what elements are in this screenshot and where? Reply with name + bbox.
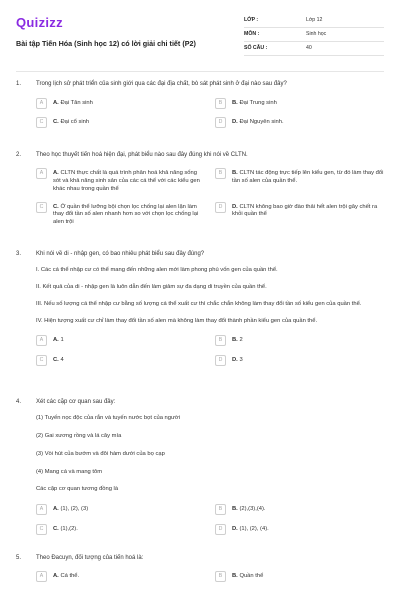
statement: I. Các cá thể nhập cư có thể mang đến những alen mới làm phong phú vốn gen của quần thể. (36, 267, 278, 274)
option-key: A. (53, 100, 59, 107)
option-key: A. (53, 170, 59, 177)
question-1 (16, 80, 384, 128)
meta-key-count: SỐ CÂU : (244, 42, 298, 56)
meta-value-count: 40 (298, 42, 384, 56)
option-letter-box: D (215, 117, 226, 128)
option-text: Đại Tân sinh (60, 100, 93, 107)
option-a[interactable] (36, 504, 205, 515)
meta-value-class: Lớp 12 (298, 14, 384, 28)
brand-block (16, 14, 196, 71)
option-key: C. (53, 203, 59, 210)
option-letter-box: D (215, 524, 226, 535)
option-key: C. (53, 119, 59, 126)
quizizz-logo: Quizizz (16, 15, 63, 30)
option-key: A. (53, 337, 59, 344)
option-key: D. (232, 357, 238, 364)
option-text: Ở quần thể lưỡng bội chọn lọc chống lại alen lặn làm thay đổi tần số alen nhanh hơn so với chọn lọc chống lại alen trội (53, 203, 199, 226)
option-key: B. (232, 170, 238, 177)
option-letter-box: B (215, 571, 226, 582)
option-key: A. (53, 506, 59, 513)
option-a[interactable] (36, 571, 205, 582)
option-text: CLTN thực chất là quá trình phân hoá khả năng sống sót và khả năng sinh sản của các cá thể với các kiểu gen khác nhau trong quần thể (53, 170, 200, 192)
option-letter-box: B (215, 504, 226, 515)
option-text: 2 (239, 337, 243, 344)
option-letter-box: C (36, 355, 47, 366)
option-text: Đại cổ sinh (60, 119, 90, 126)
option-letter-box: D (215, 202, 226, 213)
statement: (1) Tuyến nọc độc của rắn và tuyến nước bọt của người (36, 415, 180, 422)
option-letter-box: A (36, 335, 47, 346)
options-grid (36, 571, 384, 582)
option-key: B. (232, 573, 238, 580)
options-grid (36, 335, 384, 366)
option-text: (2),(3),(4). (239, 506, 266, 513)
question-number: 3. (16, 251, 22, 257)
option-b[interactable] (215, 98, 384, 109)
question-text: Xét các cặp cơ quan sau đây: (36, 399, 116, 405)
option-key: A. (53, 573, 59, 580)
option-key: C. (53, 357, 59, 364)
page-title: Bài tập Tiến Hóa (Sinh học 12) có lời giải chi tiết (P2) (16, 38, 196, 48)
option-letter-box: A (36, 504, 47, 515)
question-number: 1. (16, 81, 22, 87)
option-text: 1 (60, 337, 64, 344)
statement: IV. Hiện tượng xuất cư chỉ làm thay đổi tần số alen mà không làm thay đổi thành phần kiểu gen của quần thể. (36, 317, 318, 324)
question-text: Khi nói về di - nhập gen, có bao nhiêu phát biểu sau đây đúng? (36, 251, 205, 257)
option-key: D. (232, 203, 238, 210)
option-c[interactable] (36, 117, 205, 128)
option-letter-box: A (36, 168, 47, 179)
question-3 (16, 250, 384, 366)
question-number: 2. (16, 152, 22, 158)
option-b[interactable] (215, 335, 384, 346)
worksheet-header (16, 0, 384, 72)
option-d[interactable] (215, 524, 384, 535)
option-letter-box: B (215, 335, 226, 346)
question-2 (16, 151, 384, 227)
question-text: Theo học thuyết tiến hoá hiện đại, phát biểu nào sau đây đúng khi nói về CLTN. (36, 152, 248, 158)
question-4 (16, 398, 384, 535)
option-text: Đại Nguyên sinh. (239, 119, 284, 126)
option-a[interactable] (36, 168, 205, 193)
option-d[interactable] (215, 117, 384, 128)
statement: (2) Gai xương rồng và lá cây mía (36, 432, 122, 439)
option-text: 4 (60, 357, 64, 364)
option-d[interactable] (215, 202, 384, 227)
option-text: (1), (2), (4). (239, 526, 269, 533)
question-text: Theo Đacuyn, đối tượng của tiến hoá là: (36, 555, 144, 561)
option-c[interactable] (36, 202, 205, 227)
option-c[interactable] (36, 355, 205, 366)
option-a[interactable] (36, 335, 205, 346)
question-number: 4. (16, 399, 22, 405)
option-key: B. (232, 337, 238, 344)
meta-table (244, 14, 384, 71)
option-letter-box: B (215, 98, 226, 109)
option-b[interactable] (215, 168, 384, 193)
statement: (4) Mang cá và mang tôm (36, 468, 103, 475)
option-letter-box: A (36, 571, 47, 582)
option-text: Quần thể (239, 573, 264, 580)
statement: (3) Vòi hút của bướm và đôi hàm dưới của bọ cạp (36, 450, 165, 457)
options-grid (36, 168, 384, 227)
option-text: (1), (2), (3) (60, 506, 89, 513)
option-c[interactable] (36, 524, 205, 535)
option-key: B. (232, 506, 238, 513)
option-key: D. (232, 526, 238, 533)
option-letter-box: C (36, 202, 47, 213)
option-text: 3 (239, 357, 243, 364)
meta-key-subject: MÔN : (244, 28, 298, 42)
option-key: B. (232, 100, 238, 107)
option-key: C. (53, 526, 59, 533)
statement: Các cặp cơ quan tương đồng là (36, 486, 119, 493)
option-key: D. (232, 119, 238, 126)
statement: II. Kết quả của di - nhập gen là luôn dẫn đến làm giảm sự đa dạng di truyền của quần thể. (36, 283, 267, 290)
question-5 (16, 554, 384, 582)
option-b[interactable] (215, 571, 384, 582)
option-b[interactable] (215, 504, 384, 515)
option-letter-box: C (36, 117, 47, 128)
option-letter-box: C (36, 524, 47, 535)
option-text: (1),(2). (60, 526, 78, 533)
option-a[interactable] (36, 98, 205, 109)
question-number: 5. (16, 555, 22, 561)
options-grid (36, 98, 384, 128)
question-text: Trong lịch sử phát triển của sinh giới qua các đại địa chất, bò sát phát sinh ở đại nào sau đây? (36, 81, 287, 87)
option-text: CLTN không bao giờ đào thải hết alen trội gây chết ra khỏi quần thể (232, 203, 378, 218)
option-text: Đại Trung sinh (239, 100, 277, 107)
option-letter-box: A (36, 98, 47, 109)
options-grid (36, 504, 384, 535)
meta-key-class: LỚP : (244, 14, 298, 28)
statement: III. Nếu số lượng cá thể nhập cư bằng số lượng cá thể xuất cư thì chắc chắn không làm thay đổi tần số kiểu gen của quần thể. (36, 300, 362, 307)
statement-list (36, 267, 384, 325)
option-d[interactable] (215, 355, 384, 366)
option-text: Cá thể. (60, 573, 80, 580)
meta-value-subject: Sinh học (298, 28, 384, 42)
option-text: CLTN tác động trực tiếp lên kiểu gen, từ đó làm thay đổi tần số alen của quần thể. (232, 170, 384, 184)
option-letter-box: B (215, 168, 226, 179)
option-letter-box: D (215, 355, 226, 366)
statement-list (36, 415, 384, 494)
